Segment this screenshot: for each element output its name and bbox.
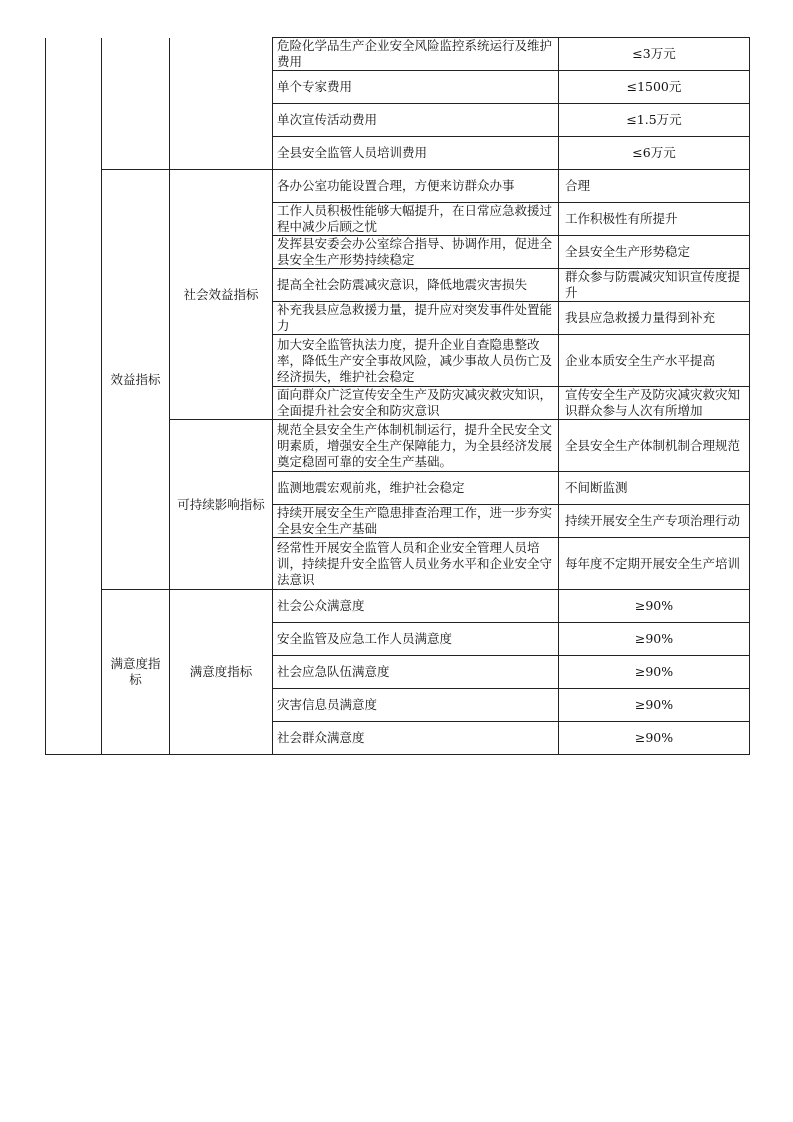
indicator-cell: 加大安全监管执法力度，提升企业自查隐患整改率，降低生产安全事故风险，减少事故人员伤亡及经济损失，维护社会稳定	[273, 335, 559, 387]
indicator-cell: 监测地震宏观前兆，维护社会稳定	[273, 472, 559, 505]
value-cell: ≤1.5万元	[559, 104, 750, 137]
value-cell: 工作积极性有所提升	[559, 203, 750, 236]
indicator-cell: 社会应急队伍满意度	[273, 656, 559, 689]
value-cell: 每年度不定期开展安全生产培训	[559, 538, 750, 590]
value-cell: 群众参与防震减灾知识宣传度提升	[559, 269, 750, 302]
level1-cell	[46, 38, 102, 755]
social-benefit-label: 社会效益指标	[170, 170, 273, 420]
value-cell: 持续开展安全生产专项治理行动	[559, 505, 750, 538]
value-cell: ≥90%	[559, 722, 750, 755]
value-cell: 我县应急救援力量得到补充	[559, 302, 750, 335]
indicator-cell: 补充我县应急救援力量，提升应对突发事件处置能力	[273, 302, 559, 335]
indicator-cell: 社会公众满意度	[273, 590, 559, 623]
value-cell: 企业本质安全生产水平提高	[559, 335, 750, 387]
value-cell: ≥90%	[559, 656, 750, 689]
value-cell: ≤6万元	[559, 137, 750, 170]
indicator-cell: 经常性开展安全监管人员和企业安全管理人员培训，持续提升安全监管人员业务水平和企业安全守法意识	[273, 538, 559, 590]
indicator-cell: 各办公室功能设置合理，方便来访群众办事	[273, 170, 559, 203]
table-row	[46, 170, 750, 203]
benefit-category: 效益指标	[102, 170, 170, 590]
value-cell: ≥90%	[559, 623, 750, 656]
level2-cost-cell	[102, 38, 170, 170]
satisfaction-label: 满意度指标	[170, 590, 273, 755]
indicator-cell: 危险化学品生产企业安全风险监控系统运行及维护费用	[273, 38, 559, 71]
indicator-cell: 全县安全监管人员培训费用	[273, 137, 559, 170]
indicator-cell: 单次宣传活动费用	[273, 104, 559, 137]
indicator-cell: 安全监管及应急工作人员满意度	[273, 623, 559, 656]
indicator-cell: 单个专家费用	[273, 71, 559, 104]
value-cell: ≥90%	[559, 590, 750, 623]
value-cell: 合理	[559, 170, 750, 203]
indicator-cell: 持续开展安全生产隐患排查治理工作，进一步夯实全县安全生产基础	[273, 505, 559, 538]
indicator-cell: 规范全县安全生产体制机制运行，提升全民安全文明素质，增强安全生产保障能力，为全县经济发展奠定稳固可靠的安全生产基础。	[273, 420, 559, 472]
value-cell: 全县安全生产体制机制合理规范	[559, 420, 750, 472]
level3-cost-cell	[170, 38, 273, 170]
indicator-cell: 工作人员积极性能够大幅提升，在日常应急救援过程中减少后顾之忧	[273, 203, 559, 236]
value-cell: ≤3万元	[559, 38, 750, 71]
value-cell: ≤1500元	[559, 71, 750, 104]
satisfaction-category: 满意度指标	[102, 590, 170, 755]
indicator-cell: 提高全社会防震减灾意识，降低地震灾害损失	[273, 269, 559, 302]
value-cell: 不间断监测	[559, 472, 750, 505]
value-cell: 宣传安全生产及防灾减灾救灾知识群众参与人次有所增加	[559, 387, 750, 420]
indicator-cell: 灾害信息员满意度	[273, 689, 559, 722]
indicator-cell: 发挥县安委会办公室综合指导、协调作用，促进全县安全生产形势持续稳定	[273, 236, 559, 269]
indicator-cell: 面向群众广泛宣传安全生产及防灾减灾救灾知识，全面提升社会安全和防灾意识	[273, 387, 559, 420]
table-row	[46, 38, 750, 71]
performance-indicator-table	[45, 37, 750, 755]
value-cell: 全县安全生产形势稳定	[559, 236, 750, 269]
sustain-impact-label: 可持续影响指标	[170, 420, 273, 590]
table-row	[46, 590, 750, 623]
value-cell: ≥90%	[559, 689, 750, 722]
indicator-cell: 社会群众满意度	[273, 722, 559, 755]
